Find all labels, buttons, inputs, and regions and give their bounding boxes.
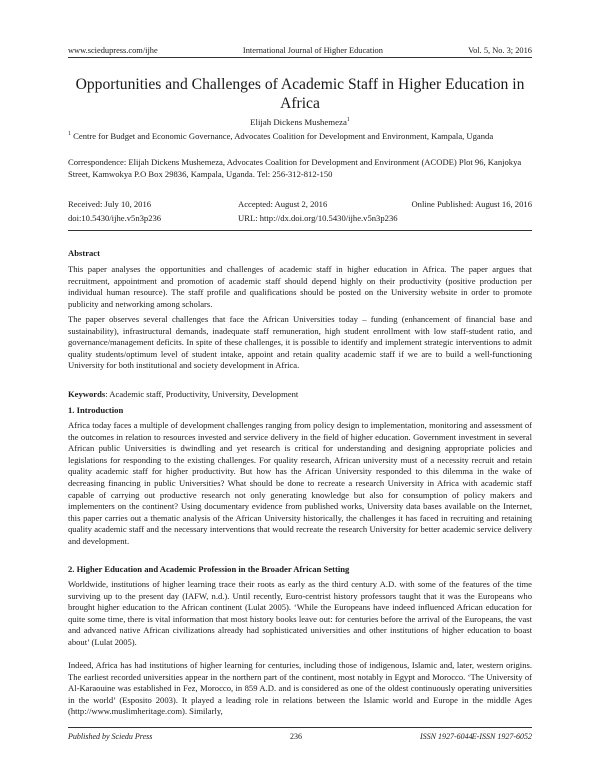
publisher: Published by Sciedu Press bbox=[68, 732, 153, 741]
online-date: Online Published: August 16, 2016 bbox=[411, 199, 532, 209]
paper-title: Opportunities and Challenges of Academic Staff in Higher Education in Africa bbox=[75, 76, 525, 112]
footer-rule bbox=[68, 727, 532, 728]
keywords-text: : Academic staff, Productivity, University, Development bbox=[105, 389, 299, 399]
received-date: Received: July 10, 2016 bbox=[68, 199, 152, 209]
eissn: E-ISSN 1927-6052 bbox=[471, 732, 532, 741]
section1-heading: 1. Introduction bbox=[68, 405, 124, 415]
affiliation bbox=[68, 131, 532, 143]
doi[interactable]: doi:10.5430/ijhe.v5n3p236 bbox=[68, 213, 162, 223]
affiliation-sup: 1 bbox=[68, 131, 71, 138]
affiliation-text: Centre for Budget and Economic Governance, Advocates Coalition for Development and Environment, Kampala, Uganda bbox=[71, 131, 494, 141]
keywords-label: Keywords bbox=[68, 389, 106, 399]
running-header bbox=[68, 43, 532, 55]
abstract-p1: This paper analyses the opportunities and challenges of academic staff in higher education in Africa. The paper argues that recruitment, appointment and promotion of academic staff should depend highly on their productivity (positive production per individual human resource). The staff profile and qualifications should be posted on the University website in order to promote publicity and networking among scholars. bbox=[68, 264, 532, 309]
accepted-date: Accepted: August 2, 2016 bbox=[238, 199, 328, 209]
keywords bbox=[68, 389, 532, 401]
issn: ISSN 1927-6044 bbox=[420, 732, 473, 741]
journal-name: International Journal of Higher Education bbox=[242, 46, 383, 55]
section2-p1: Worldwide, institutions of higher learning trace their roots as early as the third century A.D. with some of the features of the time surviving up to the present day (IAFW, n.d.). Until recently, Euro-centrist history professors taught that it was the Europeans who brought higher education to the African continent (Lulat 2005). ‘While the Europeans have indeed influenced African education for quite some time, there is vital information that most history books leave out: for centuries before the arrival of the Europeans, the vast and advanced native African civilizations already had sophisticated universities and other institutions of higher education to boast about’ (Lulat 2005). bbox=[68, 579, 532, 647]
journal-url[interactable]: www.sciedupress.com/ijhe bbox=[68, 46, 158, 55]
volume-info: Vol. 5, No. 3; 2016 bbox=[468, 46, 532, 55]
doi-row bbox=[68, 213, 532, 225]
header-rule bbox=[68, 57, 532, 58]
article-url[interactable]: URL: http://dx.doi.org/10.5430/ijhe.v5n3p236 bbox=[238, 213, 398, 223]
author-name: Elijah Dickens Mushemeza bbox=[250, 117, 347, 127]
section1-p1: Africa today faces a multiple of development challenges ranging from policy design to implementation, monitoring and assessment of the outcomes in relation to resources invested and service delivery in the field of higher education. Government investment in several African public Universities is dwindling and yet research is critical for understanding and designing appropriate policies and legislations for responding to the existing challenges. For quality research, African university must of a necessity recruit and retain quality academic staff for higher productivity. But how has the African University responded to this dilemma in the wake of decreasing financing in public Universities? What should be done to recreate a research University in Africa with academic staff capable of carrying out productive research not only generating knowledge but also for consumption of policy makers and implementers on the continent? Using documentary evidence from published works, University data bases available on the Internet, this paper carries out a thematic analysis of the African University historically, the challenges it has faced in recruiting and retaining quality academic staff and the necessary interventions that would recreate the research University for better academic service delivery and development. bbox=[68, 420, 532, 546]
abstract-p2: The paper observes several challenges that face the African Universities today – funding (enhancement of financial base and sustainability), infrastructural demands, inadequate staff remuneration, high student enrollment with low staff-student ratio, and governance/management deficits. In spite of these challenges, it is possible to identify and implement strategic interventions to admit quality students/optimum level of student intake, appoint and retain quality academic staff if we are to build a well-functioning University for both institutional and society development in Africa. bbox=[68, 314, 532, 371]
author-line bbox=[68, 117, 532, 127]
correspondence: Correspondence: Elijah Dickens Mushemeza, Advocates Coalition for Development and Environment (ACODE) Plot 96, Kanjokya Street, Kamwokya P.O Box 29836, Kampala, Uganda. Tel: 256-312-812-150 bbox=[68, 157, 522, 179]
dates-row bbox=[68, 199, 532, 211]
page-footer bbox=[68, 732, 532, 744]
section2-p2: Indeed, Africa has had institutions of higher learning for centuries, including those of indigenous, Islamic and, later, western origins. The earliest recorded universities appear in the northern part of the continent, most notably in Egypt and Morocco. ‘The University of Al-Karaouine was established in Fez, Morocco, in 859 A.D. and is considered as one of the oldest continuously operating universities in the world’ (Esposito 2003). It played a leading role in relations between the Islamic world and Europe in the middle Ages (http://www.muslimheritage.com). Similarly, bbox=[68, 660, 532, 717]
section2-heading: 2. Higher Education and Academic Profession in the Broader African Setting bbox=[68, 564, 350, 574]
author-sup: 1 bbox=[346, 117, 350, 124]
meta-rule bbox=[68, 230, 532, 231]
page-number: 236 bbox=[290, 732, 302, 741]
abstract-heading: Abstract bbox=[68, 248, 100, 258]
